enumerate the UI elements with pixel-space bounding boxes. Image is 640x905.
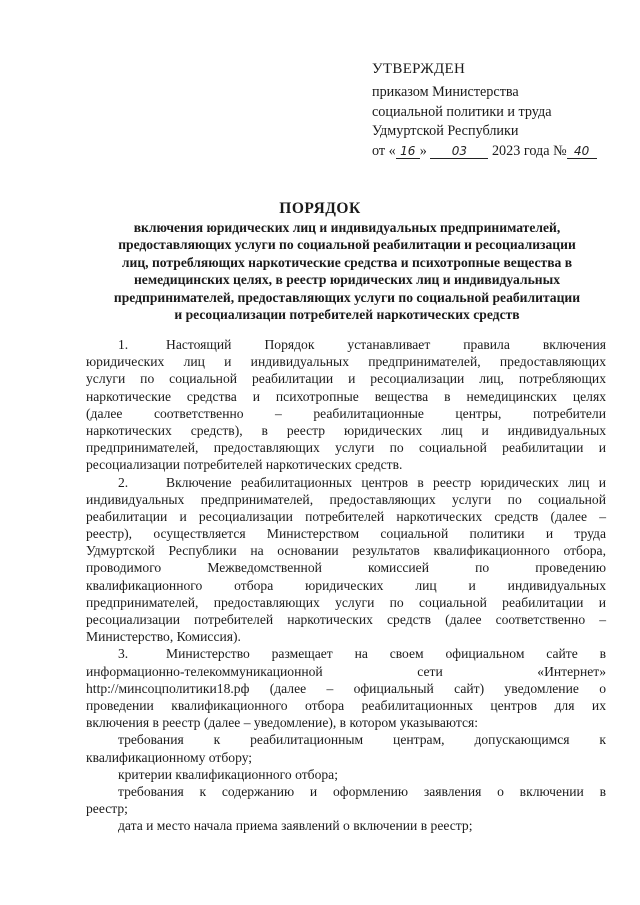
date-prefix: от « bbox=[372, 142, 396, 159]
subtitle-line: и ресоциализации потребителей наркотических средств bbox=[174, 307, 520, 323]
subtitle-line: предоставляющих услуги по социальной реабилитации и ресоциализации bbox=[118, 237, 576, 253]
paragraph-line: реестр), осуществляется Министерством социальной политики и труда bbox=[86, 526, 606, 542]
approval-title: УТВЕРЖДЕН bbox=[372, 61, 466, 77]
paragraph-line: проведении квалификационного отбора реабилитационных центров для их bbox=[86, 697, 606, 713]
paragraph-line: (далее соответственно – реабилитационные центры, потребители bbox=[86, 405, 606, 421]
list-line: требования к содержанию и оформлению заявления о включении в bbox=[118, 783, 606, 799]
approval-block bbox=[372, 60, 612, 161]
year-text: 2023 года № bbox=[491, 142, 567, 159]
date-mid: » bbox=[419, 142, 427, 159]
list-item-2 bbox=[86, 766, 606, 783]
list-item-1 bbox=[86, 731, 606, 765]
subtitle-line: немедицинских целях, в реестр юридических лиц и индивидуальных bbox=[133, 272, 561, 288]
subtitle-line: включения юридических лиц и индивидуальных предпринимателей, bbox=[133, 220, 561, 235]
paragraph-line: услуги по социальной реабилитации и ресоциализации лиц, потребляющих bbox=[86, 371, 606, 387]
paragraph-line: реабилитации и ресоциализации потребителей наркотических средств (далее – bbox=[86, 508, 606, 524]
paragraph-line: Министерство, Комиссия). bbox=[86, 629, 241, 645]
paragraph-line: http://минсоцполитики18.рф (далее – официальный сайт) уведомление о bbox=[86, 680, 606, 696]
paragraph-2 bbox=[86, 474, 606, 646]
list-line: реестр; bbox=[86, 801, 128, 817]
list-line: дата и место начала приема заявлений о включении в реестр; bbox=[118, 818, 473, 834]
handwritten-number: 40 bbox=[567, 145, 597, 159]
paragraph-number: 1. bbox=[118, 337, 129, 352]
handwritten-day: 16 bbox=[396, 145, 420, 159]
paragraph-line: ресоциализации потребителей наркотических средств. bbox=[86, 457, 403, 473]
paragraph-line: юридических лиц и индивидуальных предпринимателей, предоставляющих bbox=[86, 354, 606, 370]
paragraph-line: 3. Министерство размещает на своем официальном сайте в bbox=[118, 646, 606, 662]
paragraph-line: информационно-телекоммуникационной сети «Интернет» bbox=[86, 663, 606, 679]
approval-line-3: Удмуртской Республики bbox=[372, 123, 519, 140]
list-line: критерии квалификационного отбора; bbox=[118, 766, 338, 782]
list-line: требования к реабилитационным центрам, допускающимся к bbox=[118, 732, 606, 748]
list-item-3 bbox=[86, 783, 606, 817]
subtitle-line: лиц, потребляющих наркотические средства и психотропные вещества в bbox=[121, 254, 573, 270]
paragraph-line: 1. Настоящий Порядок устанавливает правила включения bbox=[118, 337, 606, 352]
document-title: ПОРЯДОК bbox=[279, 200, 361, 217]
paragraph-line: 2. Включение реабилитационных центров в реестр юридических лиц и bbox=[118, 474, 606, 490]
paragraph-line: предпринимателей, предоставляющих услуги по социальной реабилитации и bbox=[86, 594, 606, 610]
paragraph-line: включения в реестр (далее – уведомление), в котором указываются: bbox=[86, 715, 479, 731]
paragraph-number: 3. bbox=[118, 646, 129, 662]
approval-line-2: социальной политики и труда bbox=[372, 103, 552, 120]
paragraph-line: проводимого Межведомственной комиссией по проведению bbox=[86, 560, 606, 576]
paragraph-number: 2. bbox=[118, 474, 129, 490]
paragraph-line: квалификационного отбора юридических лиц и индивидуальных bbox=[86, 577, 606, 593]
approval-line-1: приказом Министерства bbox=[372, 84, 519, 101]
list-item-4 bbox=[86, 817, 606, 834]
paragraph-line: наркотические средства и психотропные вещества в немедицинских целях bbox=[86, 388, 606, 404]
paragraph-line: индивидуальных предпринимателей, предоставляющих услуги по социальной bbox=[86, 491, 606, 507]
list-line: квалификационному отбору; bbox=[86, 749, 253, 765]
paragraph-1 bbox=[86, 336, 606, 474]
approval-date-line bbox=[372, 142, 612, 161]
handwritten-month: 03 bbox=[430, 145, 488, 159]
document-body bbox=[86, 336, 606, 834]
paragraph-3 bbox=[86, 645, 606, 731]
paragraph-line: предпринимателей, предоставляющих услуги по социальной реабилитации и bbox=[86, 440, 606, 456]
paragraph-line: ресоциализации потребителей наркотических средств (далее соответственно – bbox=[86, 612, 606, 627]
paragraph-line: Удмуртской Республики на основании результатов квалификационного отбора, bbox=[86, 543, 606, 559]
paragraph-line: наркотических средств), в реестр юридических лиц и индивидуальных bbox=[86, 422, 606, 438]
subtitle-line: предпринимателей, предоставляющих услуги по социальной реабилитации bbox=[113, 289, 581, 305]
document-subtitle bbox=[86, 219, 608, 323]
